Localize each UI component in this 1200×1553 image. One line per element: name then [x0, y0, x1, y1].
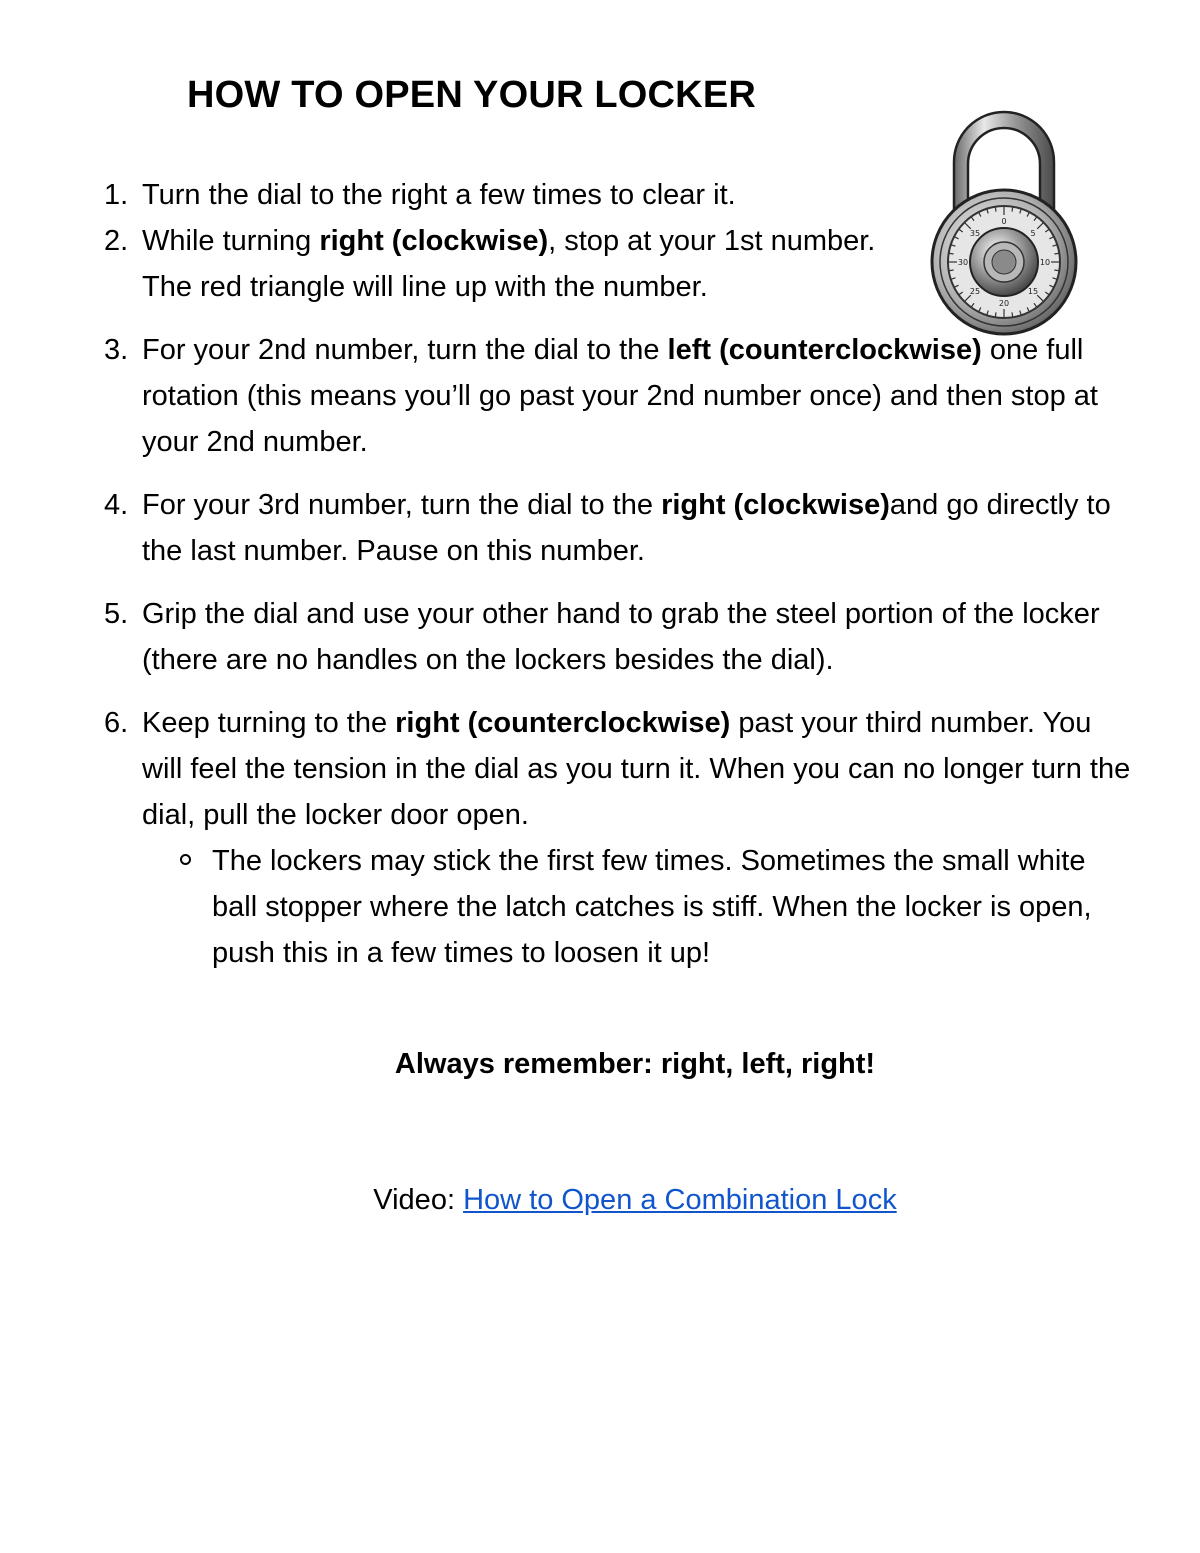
step-text: past your third number. You will feel the tension in the dial as you turn it. When you can no longer turn the dial, pull the locker door open. [142, 707, 1131, 831]
step-5 [104, 591, 1134, 683]
dial-number: 35 [969, 229, 981, 239]
step-text: , stop at your 1st number. The red triangle will line up with the number. [142, 225, 876, 303]
instruction-list [104, 172, 1134, 976]
dial-number: 5 [1030, 229, 1036, 239]
step-text: Turn the dial to the right a few times to clear it. [142, 179, 736, 211]
step-text: and go directly to the last number. Pause on this number. [142, 489, 1111, 567]
step-text: one full rotation (this means you’ll go past your 2nd number once) and then stop at your 2nd number. [142, 334, 1098, 458]
dial-number: 25 [969, 286, 981, 296]
video-link[interactable]: How to Open a Combination Lock [463, 1184, 897, 1216]
dial-number: 15 [1027, 286, 1039, 296]
step-number: 4. [104, 489, 129, 521]
reminder-text: Always remember: right, left, right! [394, 1048, 876, 1080]
dial-number: 0 [1001, 217, 1007, 226]
step-number: 6. [104, 707, 129, 739]
video-line [0, 1184, 1200, 1217]
step-text: For your 2nd number, turn the dial to the [142, 334, 668, 366]
step-4 [104, 482, 1134, 574]
step-text: Grip the dial and use your other hand to grab the steel portion of the locker (there are no handles on the lockers besides the dial). [142, 598, 1100, 676]
step-text: For your 3rd number, turn the dial to the [142, 489, 662, 521]
step-emphasis: right (clockwise) [661, 489, 890, 521]
step-emphasis: right (counterclockwise) [395, 707, 731, 739]
step-emphasis: left (counterclockwise) [667, 334, 982, 366]
step-number: 3. [104, 334, 129, 366]
step-2 [104, 218, 902, 310]
step-text: While turning [142, 225, 320, 257]
step-number: 2. [104, 225, 129, 257]
dial-number: 30 [957, 258, 969, 267]
sub-bullet-text: The lockers may stick the first few times. Sometimes the small white ball stopper where the latch catches is stiff. When the locker is open, push this in a few times to loosen it up! [212, 845, 1092, 969]
page-title: HOW TO OPEN YOUR LOCKER [187, 74, 757, 116]
step-3 [104, 327, 1134, 465]
sub-bullet-item [142, 838, 1134, 976]
video-label: Video: [373, 1184, 464, 1216]
dial-number: 10 [1039, 258, 1051, 267]
dial-number: 20 [998, 299, 1010, 308]
step-emphasis: right (clockwise) [319, 225, 549, 257]
step-number: 1. [104, 179, 129, 211]
step-6 [104, 700, 1134, 838]
step-text: Keep turning to the [142, 707, 396, 739]
hollow-circle-bullet-icon [180, 854, 191, 865]
step-number: 5. [104, 598, 129, 630]
step-1 [104, 172, 1134, 218]
